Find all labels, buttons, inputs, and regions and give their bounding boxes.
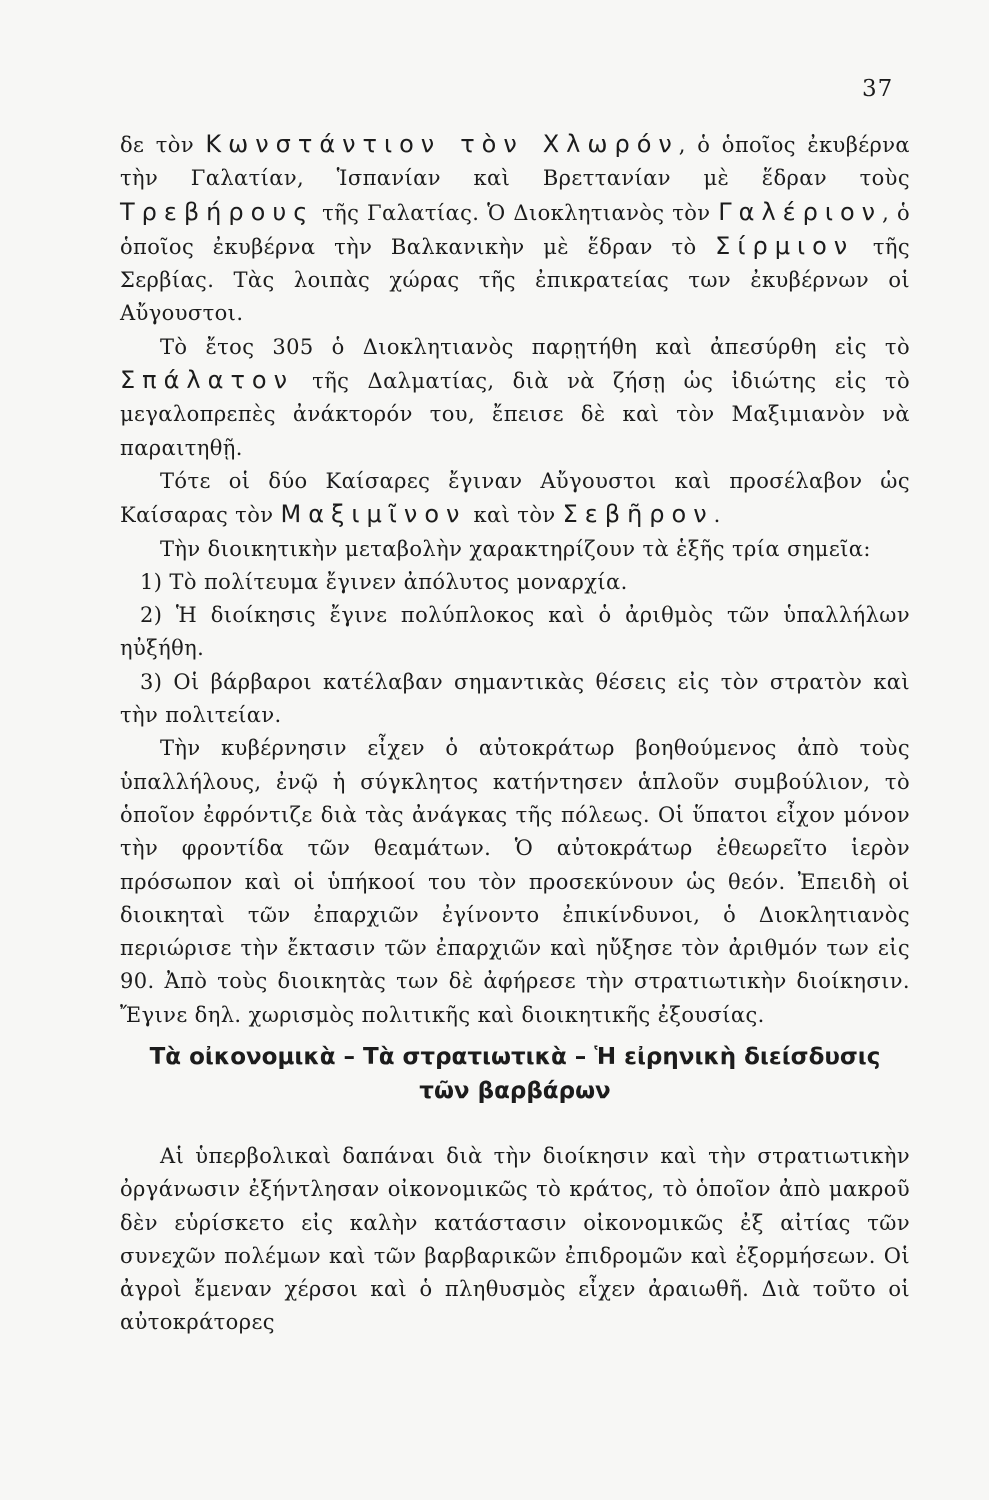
heading-line: τῶν βαρβάρων: [419, 1078, 611, 1104]
paragraph: [120, 331, 910, 465]
emphasized-name: Γαλέριον: [718, 197, 883, 226]
emphasized-name: Σίρμιον: [715, 231, 855, 260]
text-run: , ὁ ὁποῖος ἐκυβέρνα τὴν Βαλκανικὴν μὲ ἕδραν τὸ: [120, 200, 910, 259]
text-run: , ὁ ὁποῖος ἐκυβέρνα τὴν Γαλατίαν, Ἱσπανίαν καὶ Βρεττανίαν μὲ ἕδραν τοὺς: [120, 133, 911, 191]
emphasized-name: Σπάλατον: [120, 366, 294, 395]
body-text-top: [120, 128, 910, 1032]
text-run: Τότε οἱ δύο Καίσαρες ἔγιναν Αὔγουστοι καὶ προσέλαβον ὡς Καίσαρας τὸν: [120, 468, 910, 528]
paragraph: Τὴν διοικητικὴν μεταβολὴν χαρακτηρίζουν τὰ ἑξῆς τρία σημεῖα:: [160, 536, 871, 561]
list-item: 2) Ἡ διοίκησις ἔγινε πολύπλοκος καὶ ὁ ἀριθμὸς τῶν ὑπαλλήλων ηὐξήθη.: [120, 603, 910, 661]
paragraph: [120, 128, 910, 331]
text-run: δε τὸν: [120, 133, 206, 157]
emphasized-name: Κωνστάντιον τὸν Χλωρόν: [205, 130, 679, 158]
page-number: 37: [862, 76, 894, 102]
emphasized-name: Μαξιμῖνον: [280, 500, 467, 529]
emphasized-name: Τρεβήρους: [120, 197, 315, 226]
list-item: 1) Τὸ πολίτευμα ἔγινεν ἀπόλυτος μοναρχία.: [140, 569, 628, 594]
emphasized-name: Σεβῆρον: [562, 500, 714, 529]
text-run: καὶ τὸν: [466, 503, 563, 528]
paragraph: Αἱ ὑπερβολικαὶ δαπάναι διὰ τὴν διοίκησιν καὶ τὴν στρατιωτικὴν ὀργάνωσιν ἐξήντλησαν οἰκονομικῶς τὸ κράτος, τὸ ὁποῖον ἀπὸ μακροῦ δὲν εὑρίσκετο εἰς καλὴν κατάστασιν οἰκονομικῶς ἐξ αἰτίας τῶν συνεχῶν πολέμων καὶ τῶν βαρβαρικῶν ἐπιδρομῶν καὶ ἐξορμήσεων. Οἱ ἀγροὶ ἔμεναν χέρσοι καὶ ὁ πληθυσμὸς εἶχεν ἀραιωθῆ. Διὰ τοῦτο οἱ αὐτοκράτορες: [120, 1144, 910, 1335]
paragraph: [120, 465, 910, 533]
section-heading: [120, 1040, 910, 1108]
text-run: .: [713, 503, 721, 528]
text-run: τῆς Γαλατίας. Ὁ Διοκλητιανὸς τὸν: [314, 200, 719, 225]
list-item: 3) Οἱ βάρβαροι κατέλαβαν σημαντικὰς θέσεις εἰς τὸν στρατὸν καὶ τὴν πολιτείαν.: [120, 669, 910, 728]
text-run: τῆς Σερβίας. Τὰς λοιπὰς χώρας τῆς ἐπικρατείας των ἐκυβέρνων οἱ Αὔγουστοι.: [120, 234, 910, 326]
paragraph: Τὴν κυβέρνησιν εἶχεν ὁ αὐτοκράτωρ βοηθούμενος ἀπὸ τοὺς ὑπαλλήλους, ἐνῷ ἡ σύγκλητος κατήντησεν ἁπλοῦν συμβούλιον, τὸ ὁποῖον ἐφρόντιζε διὰ τὰς ἀνάγκας τῆς πόλεως. Οἱ ὕπατοι εἶχον μόνον τὴν φροντίδα τῶν θεαμάτων. Ὁ αὐτοκράτωρ ἐθεωρεῖτο ἱερὸν πρόσωπον καὶ οἱ ὑπήκοοί του τὸν προσεκύνουν ὡς θεόν. Ἐπειδὴ οἱ διοικηταὶ τῶν ἐπαρχιῶν ἐγίνοντο ἐπικίνδυνοι, ὁ Διοκλητιανὸς περιώρισε τὴν ἔκτασιν τῶν ἐπαρχιῶν καὶ ηὔξησε τὸν ἀριθμόν των εἰς 90. Ἀπὸ τοὺς διοικητὰς των δὲ ἀφήρεσε τὴν στρατιωτικὴν διοίκησιν. Ἔγινε δηλ. χωρισμὸς πολιτικῆς καὶ διοικητικῆς ἐξουσίας.: [120, 736, 910, 1027]
body-text-bottom: [120, 1140, 910, 1340]
text-run: Τὸ ἔτος 305 ὁ Διοκλητιανὸς παρῃτήθη καὶ ἀπεσύρθη εἰς τὸ: [160, 334, 910, 359]
text-run: τῆς Δαλματίας, διὰ νὰ ζήσῃ ὡς ἰδιώτης εἰς τὸ μεγαλοπρεπὲς ἀνάκτορόν του, ἔπεισε δὲ καὶ τὸν Μαξιμιανὸν νὰ παραιτηθῇ.: [120, 369, 910, 460]
heading-line: Τὰ οἰκονομικὰ – Τὰ στρατιωτικὰ – Ἡ εἰρηνικὴ διείσδυσις: [149, 1044, 881, 1070]
